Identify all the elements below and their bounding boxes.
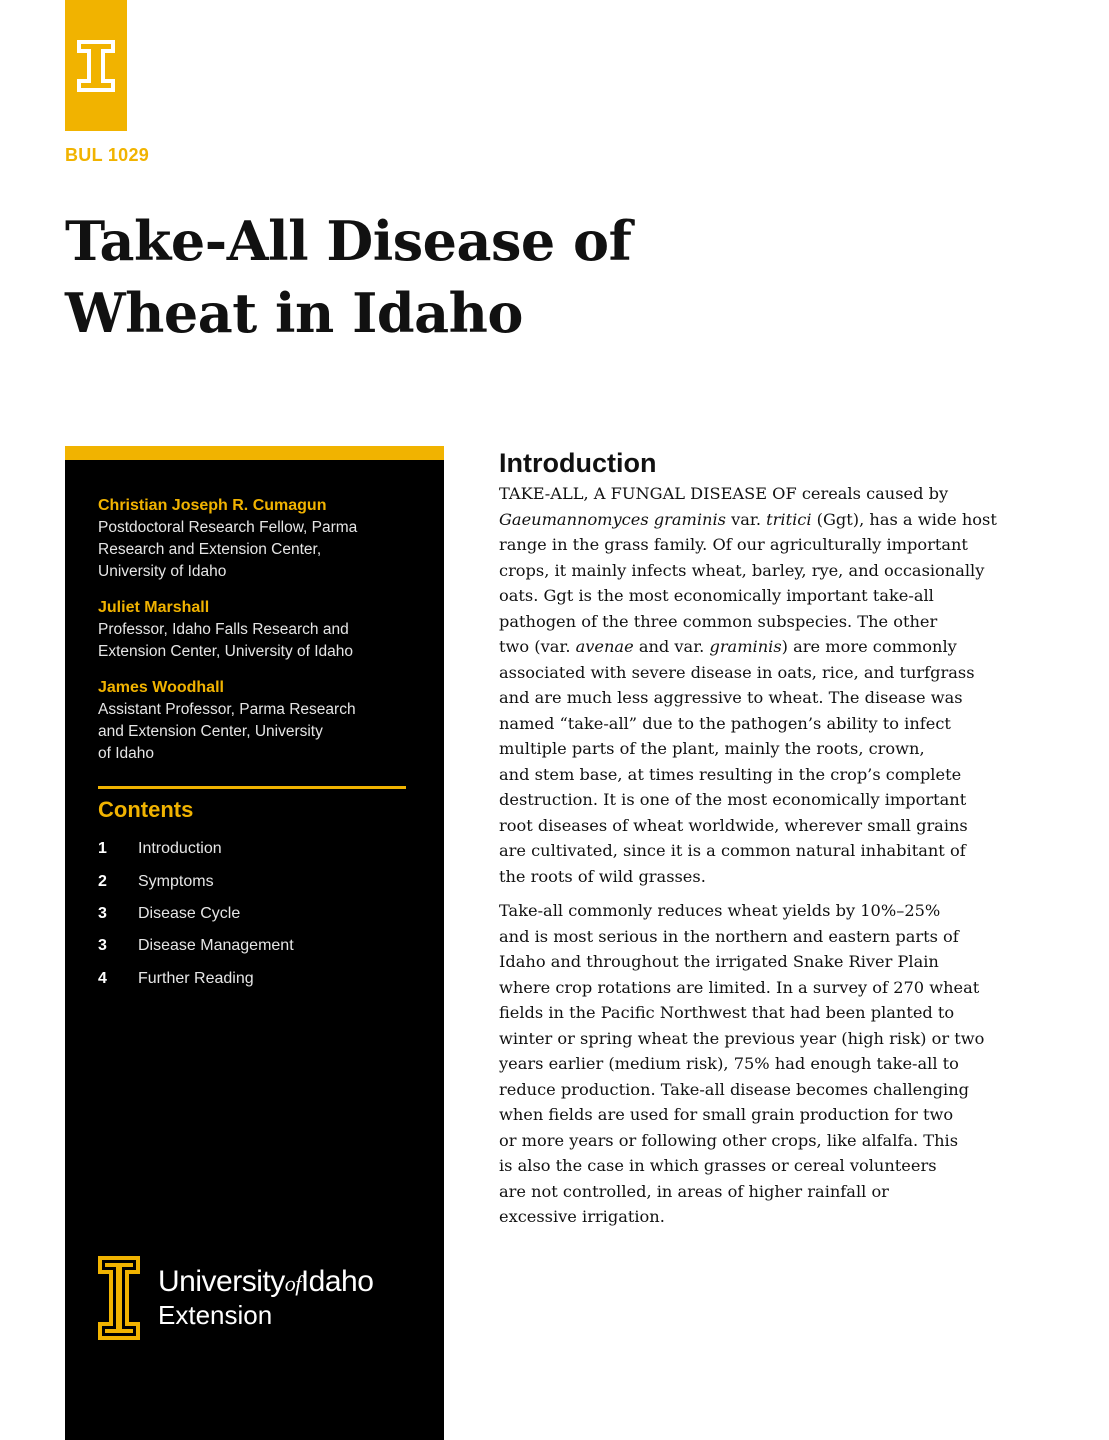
logo-university-line: UniversityofIdaho [158, 1265, 374, 1298]
logo-wordmark [158, 1266, 373, 1330]
author-name: Christian Joseph R. Cumagun [98, 497, 327, 514]
toc-item[interactable] [98, 963, 398, 995]
author-name: James Woodhall [98, 679, 224, 696]
toc-label: Further Reading [138, 969, 254, 987]
toc-item[interactable] [98, 898, 398, 930]
contents-divider [98, 786, 406, 789]
sidebar [65, 460, 444, 1440]
intro-paragraph-1: TAKE-ALL, A FUNGAL DISEASE OF cereals caused by Gaeumannomyces graminis var. tritici (Ggt), has a wide host range in the grass family. Of our agriculturally important crops, it mainly infects wheat, barley, rye, and occasionally oats. Ggt is the most economically important take-all pathogen of the three common subspecies. The other two (var. avenae and var. graminis) are more commonly associated with severe disease in oats, rice, and turfgrass and are much less aggressive to wheat. The disease was named “take-all” due to the pathogen’s ability to infect multiple parts of the plant, mainly the roots, crown, and stem base, at times resulting in the crop’s complete destruction. It is one of the most economically important root diseases of wheat worldwide, wherever small grains are cultivated, since it is a common natural inhabitant of the roots of wild grasses. [499, 484, 997, 886]
toc-item[interactable] [98, 930, 398, 962]
document-title [65, 205, 631, 349]
university-extension-logo [98, 1256, 373, 1340]
bulletin-number: BUL 1029 [65, 145, 150, 165]
toc-label: Disease Management [138, 937, 294, 955]
author-affiliation: Postdoctoral Research Fellow, Parma Research and Extension Center, University of Idaho [98, 519, 358, 580]
author-affiliation: Assistant Professor, Parma Research and Extension Center, University of Idaho [98, 701, 356, 762]
toc-page-number: 3 [98, 904, 107, 922]
toc-page-number: 3 [98, 937, 107, 955]
main-content [499, 445, 999, 1239]
logo-extension-line: Extension [158, 1300, 273, 1330]
university-i-icon [77, 40, 115, 92]
toc-label: Symptoms [138, 872, 214, 890]
intro-paragraph-2: Take-all commonly reduces wheat yields by 10%–25% and is most serious in the northern and eastern parts of Idaho and throughout the irrigated Snake River Plain where crop rotations are limited. In a survey of 270 wheat fields in the Pacific Northwest that had been planted to winter or spring wheat the previous year (high risk) or two years earlier (medium risk), 75% had enough take-all to reduce production. Take-all disease becomes challenging when fields are used for small grain production for two or more years or following other crops, like alfalfa. This is also the case in which grasses or cereal volunteers are not controlled, in areas of higher rainfall or excessive irrigation. [499, 901, 985, 1226]
author-entry [98, 677, 408, 765]
contents-heading: Contents [98, 797, 194, 822]
title-line-2: Wheat in Idaho [65, 281, 523, 345]
section-heading: Introduction [499, 448, 657, 478]
toc-label: Disease Cycle [138, 904, 241, 922]
author-entry [98, 597, 408, 663]
author-list [98, 495, 408, 779]
sidebar-accent-bar [65, 446, 444, 460]
toc-page-number: 1 [98, 840, 107, 858]
top-logo-tab [65, 0, 127, 131]
title-line-1: Take-All Disease of [65, 209, 632, 273]
toc-page-number: 2 [98, 872, 107, 890]
author-entry [98, 495, 408, 583]
author-name: Juliet Marshall [98, 599, 210, 616]
toc-page-number: 4 [98, 969, 107, 987]
table-of-contents [98, 833, 398, 995]
toc-label: Introduction [138, 840, 222, 858]
toc-item[interactable] [98, 865, 398, 897]
university-i-icon [98, 1256, 140, 1340]
author-affiliation: Professor, Idaho Falls Research and Extension Center, University of Idaho [98, 621, 354, 660]
toc-item[interactable] [98, 833, 398, 865]
